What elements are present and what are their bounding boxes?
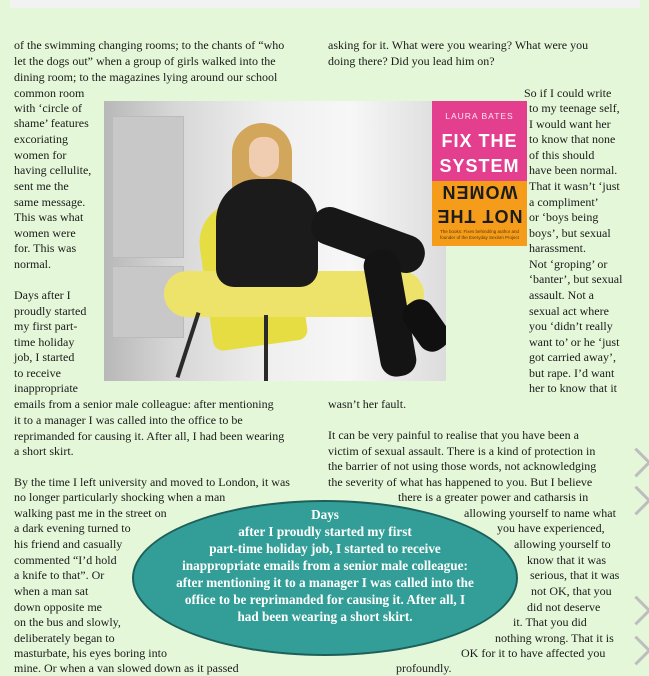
body-line: with ‘circle of (14, 101, 82, 115)
pull-quote-line: had been wearing a short skirt. (237, 609, 413, 624)
body-line: there is a greater power and catharsis in (398, 490, 589, 504)
cover-upside-down-line1: NOT THE (436, 206, 523, 226)
body-line: common room (14, 86, 85, 100)
pull-quote-line: inappropriate emails from a senior male colleague: (182, 558, 468, 573)
chair-leg (264, 315, 268, 381)
body-line: profoundly. (396, 661, 452, 675)
body-line: nothing wrong. That it is (495, 631, 614, 645)
body-line: emails from a senior male colleague: after mentioning (14, 397, 274, 411)
body-line: harassment. (529, 241, 586, 255)
body-line: down opposite me (14, 600, 102, 614)
body-line: This was what (14, 210, 84, 224)
body-line: Not ‘groping’ or (529, 257, 608, 271)
cover-author: LAURA BATES (445, 111, 514, 121)
body-line: to my teenage self, (529, 101, 620, 115)
body-line: same message. (14, 195, 86, 209)
body-line: dining room; to the magazines lying around our school (14, 70, 278, 84)
pull-quote-line: after mentioning it to a manager I was called into the (176, 575, 474, 590)
dress (216, 179, 318, 287)
body-line: job, I started (14, 350, 75, 364)
body-line: know that it was (527, 553, 606, 567)
body-line: OK for it to have affected you (461, 646, 606, 660)
body-line: serious, that it was (530, 568, 620, 582)
body-line: assault. Not a (529, 288, 594, 302)
book-cover (432, 101, 527, 246)
body-line: or ‘boys being (529, 210, 599, 224)
body-line: By the time I left university and moved to London, it was (14, 475, 290, 489)
body-line: a compliment’ (529, 195, 599, 209)
body-line: got carried away’, (529, 350, 616, 364)
pull-quote-line: part-time holiday job, I started to receive (209, 541, 441, 556)
body-line: when a man sat (14, 584, 89, 598)
body-line: let the dogs out” when a group of girls walked into the (14, 54, 276, 68)
body-line: a dark evening turned to (14, 521, 131, 535)
body-line: Days after I (14, 288, 71, 302)
body-line: my first part- (14, 319, 78, 333)
body-line: women were (14, 226, 76, 240)
body-line: a short skirt. (14, 444, 74, 458)
body-line: boys’, but sexual (529, 226, 611, 240)
body-line: That it wasn’t ‘just (529, 179, 620, 193)
chevron-right-icon[interactable] (622, 596, 649, 626)
body-line: his friend and casually (14, 537, 123, 551)
body-line: victim of sexual assault. There is a kind of protection in (328, 444, 596, 458)
body-line: deliberately began to (14, 631, 115, 645)
body-line: reprimanded for causing it. After all, I had been wearing (14, 429, 285, 443)
top-edge-strip (10, 0, 640, 8)
body-line: asking for it. What were you wearing? What were you (328, 38, 589, 52)
body-line: to know that none (529, 132, 616, 146)
body-line: wasn’t her fault. (328, 397, 407, 411)
photo-background-window (112, 116, 184, 258)
body-line: her to know that it (529, 381, 617, 395)
chevron-right-icon[interactable] (622, 486, 649, 516)
body-line: you ‘didn’t really (529, 319, 613, 333)
body-line: of this should (529, 148, 595, 162)
body-line: not OK, that you (531, 584, 612, 598)
body-line: allowing yourself to name what (464, 506, 616, 520)
body-line: inappropriate (14, 381, 78, 395)
body-line: sexual act where (529, 304, 609, 318)
body-line: no longer particularly shocking when a man (14, 490, 226, 504)
body-line: you have experienced, (497, 521, 605, 535)
face (249, 137, 279, 177)
body-line: walking past me in the street on (14, 506, 167, 520)
chevron-right-icon[interactable] (622, 636, 649, 666)
body-line: women for (14, 148, 67, 162)
body-line: of the swimming changing rooms; to the chants of “who (14, 38, 285, 52)
body-line: want to’ or he ‘just (529, 335, 620, 349)
pull-quote-line: after I proudly started my first (238, 524, 412, 539)
body-line: time holiday (14, 335, 75, 349)
chevron-right-icon[interactable] (622, 448, 649, 478)
body-line: normal. (14, 257, 51, 271)
pull-quote-line: Days (311, 507, 339, 522)
pull-quote (135, 506, 515, 625)
body-line: to receive (14, 366, 61, 380)
body-line: shame’ features (14, 116, 89, 130)
body-line: it. That you did (513, 615, 587, 629)
body-line: It can be very painful to realise that you have been a (328, 428, 579, 442)
body-line: I would want her (529, 117, 611, 131)
body-line: it to a manager I was called into the office to be (14, 413, 243, 427)
body-line: a knife to that”. Or (14, 568, 105, 582)
cover-upside-down-line2: WOMEN (441, 182, 518, 202)
body-line: commented “I’d hold (14, 553, 117, 567)
body-line: ‘banter’, but sexual (529, 272, 623, 286)
author-photo (104, 101, 446, 381)
body-line: on the bus and slowly, (14, 615, 121, 629)
body-line: doing there? Did you lead him on? (328, 54, 495, 68)
body-line: sent me the (14, 179, 69, 193)
body-line: have been normal. (529, 163, 618, 177)
body-line: proudly started (14, 304, 87, 318)
body-line: having cellulite, (14, 163, 92, 177)
body-line: but rape. I’d want (529, 366, 615, 380)
body-line: excoriating (14, 132, 68, 146)
body-line: masturbate, his eyes boring into (14, 646, 167, 660)
body-line: the barrier of not using those words, not acknowledging (328, 459, 597, 473)
pull-quote-line: office to be reprimanded for causing it. After all, I (184, 592, 466, 607)
body-line: the severity of what has happened to you. But I believe (328, 475, 593, 489)
body-line: did not deserve (527, 600, 601, 614)
cover-title-line1: FIX THE (441, 131, 518, 151)
body-line: for. This was (14, 241, 77, 255)
cover-strapline: The books: Fixes behind/ing author and founder of the Everyday Sexism Project (439, 229, 520, 240)
body-line: So if I could write (524, 86, 612, 100)
body-line: mine. Or when a van slowed down as it passed (14, 661, 239, 675)
cover-title-line2: SYSTEM (439, 156, 520, 176)
body-line: allowing yourself to (514, 537, 611, 551)
